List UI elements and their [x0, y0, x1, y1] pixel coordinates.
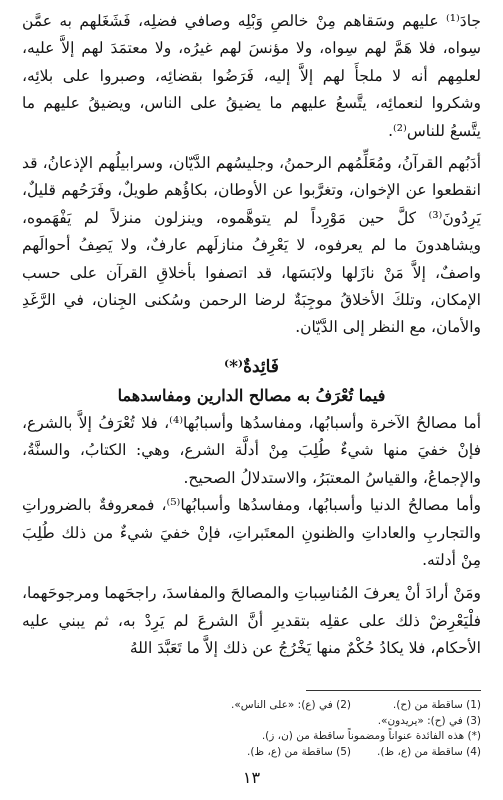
body-paragraph-5: ومَنْ أرادَ أنْ يعرفَ المُناسِباتِ والمصالحَ والمفاسدَ، راجحَهما ومرجوحَهما، فلْيَعْرِضْ ذلك على عقلِه بتقديرِ أنَّ الشرعَ لم يَرِدْ به، ثم يبني عليه الأحكام، فلا يكادُ حُكْمٌ منها يَخْرُجُ عن ذلك إلاَّ ما تَعَبَّدَ اللهُ [22, 584, 481, 658]
footnote-row [101, 745, 481, 761]
page-number: ١٣ [242, 768, 261, 787]
footnote-3: (3) في (ح): «يريدون». [377, 714, 481, 727]
body-paragraph-2: أدَبُهم القرآنُ، ومُعَلِّمُهم الرحمنُ، وجليسُهم الدَّيّان، وسرابيلُهم الإذعانُ، قد انقطعوا عن الإخوان، وتغرَّبوا عن الأوطان، بكاؤُهم طويلٌ، وفَرَحُهم قليلٌ، يَرِدُونَ⁽³⁾ كلَّ حين مَوْرِداً لم يتوهَّموه، وينزلون منزلاً لم يَفْهَموه، ويشاهدونَ ما لم يعرفوه، لا يَعْرِفُ منازلَهم عارفٌ، ولا يَصِفُ أحوالَهم واصفٌ، إلاَّ مَنْ نازَلها ولابَسَها، قد اتصفوا بأخلاقِ القرآن على حسب الإمكان، وتلكَ الأخلاقُ موجِبَةٌ لرضا الرحمن وسُكنى الجِنان، في الرَّغَدِ والأمان، مع النظر إلى الدَّيّان. [22, 154, 481, 337]
section-title: فَائِدةٌ⁽*⁾ [224, 356, 279, 377]
body-paragraph-4: وأما مصالحُ الدنيا وأسبابُها، ومفاسدُها وأسبابُها⁽⁵⁾، فمعروفةٌ بالضروراتِ والتجاربِ والعاداتِ والظنونِ المعتَبراتِ، فإنْ خفيَ شيءٌ من ذلك طُلِبَ مِنْ أدلته. [22, 496, 481, 569]
section-subtitle: فيما تُعْرَفُ به مصالح الدارين ومفاسدهما [117, 385, 386, 405]
footnote-row [101, 729, 481, 745]
body-paragraph-1: جادَ⁽¹⁾ عليهم وسَقاهم مِنْ خالصِ وَبْلِه وصافي فضلِه، فَشَغَلهم به عمَّن سِواه، فلا هَمَّ لهم سِواه، ولا مؤنسَ لهم غيرُه، ولا معتمَدَ لهم إلاَّ عليه، لعلمِهم أنه لا ملجأَ لهم إلاَّ إليه، فَرَضُوا بقضائِه، وصبروا على بلائِه، وشكروا لنعمائِه، يتَّسعُ عليهم ما يضيقُ على الناس، ويضيقُ عليهم ما يتَّسعُ للناس⁽²⁾. [22, 12, 481, 140]
footnote-4: (4) ساقطة من (ع، ظ). [376, 745, 481, 758]
footnote-2: (2) في (ع): «على الناس». [231, 699, 351, 711]
body-paragraph-3: أما مصالحُ الآخرة وأسبابُها، ومفاسدُها وأسبابُها⁽⁴⁾، فلا تُعْرَفُ إلاَّ بالشرع، فإنْ خفيَ منها شيءٌ طُلِبَ مِنْ أدلَّة الشرع، وهي: الكتابُ، والسنَّةُ، والإجماعُ، والقياسُ المعتبَرُ، والاستدلالُ الصحيح. [22, 413, 482, 487]
footnote-5: (5) ساقطة من (ع، ظ). [246, 745, 351, 758]
footnote-row [101, 698, 481, 714]
footnotes [101, 698, 481, 760]
footnote-1: (1) ساقطة من (ح). [392, 699, 481, 711]
footnote-star: (*) هذه الفائدة عنواناً ومضموناً ساقطة من (ن، ز). [261, 730, 481, 742]
footnote-row [101, 714, 481, 730]
footnote-divider [306, 690, 481, 691]
